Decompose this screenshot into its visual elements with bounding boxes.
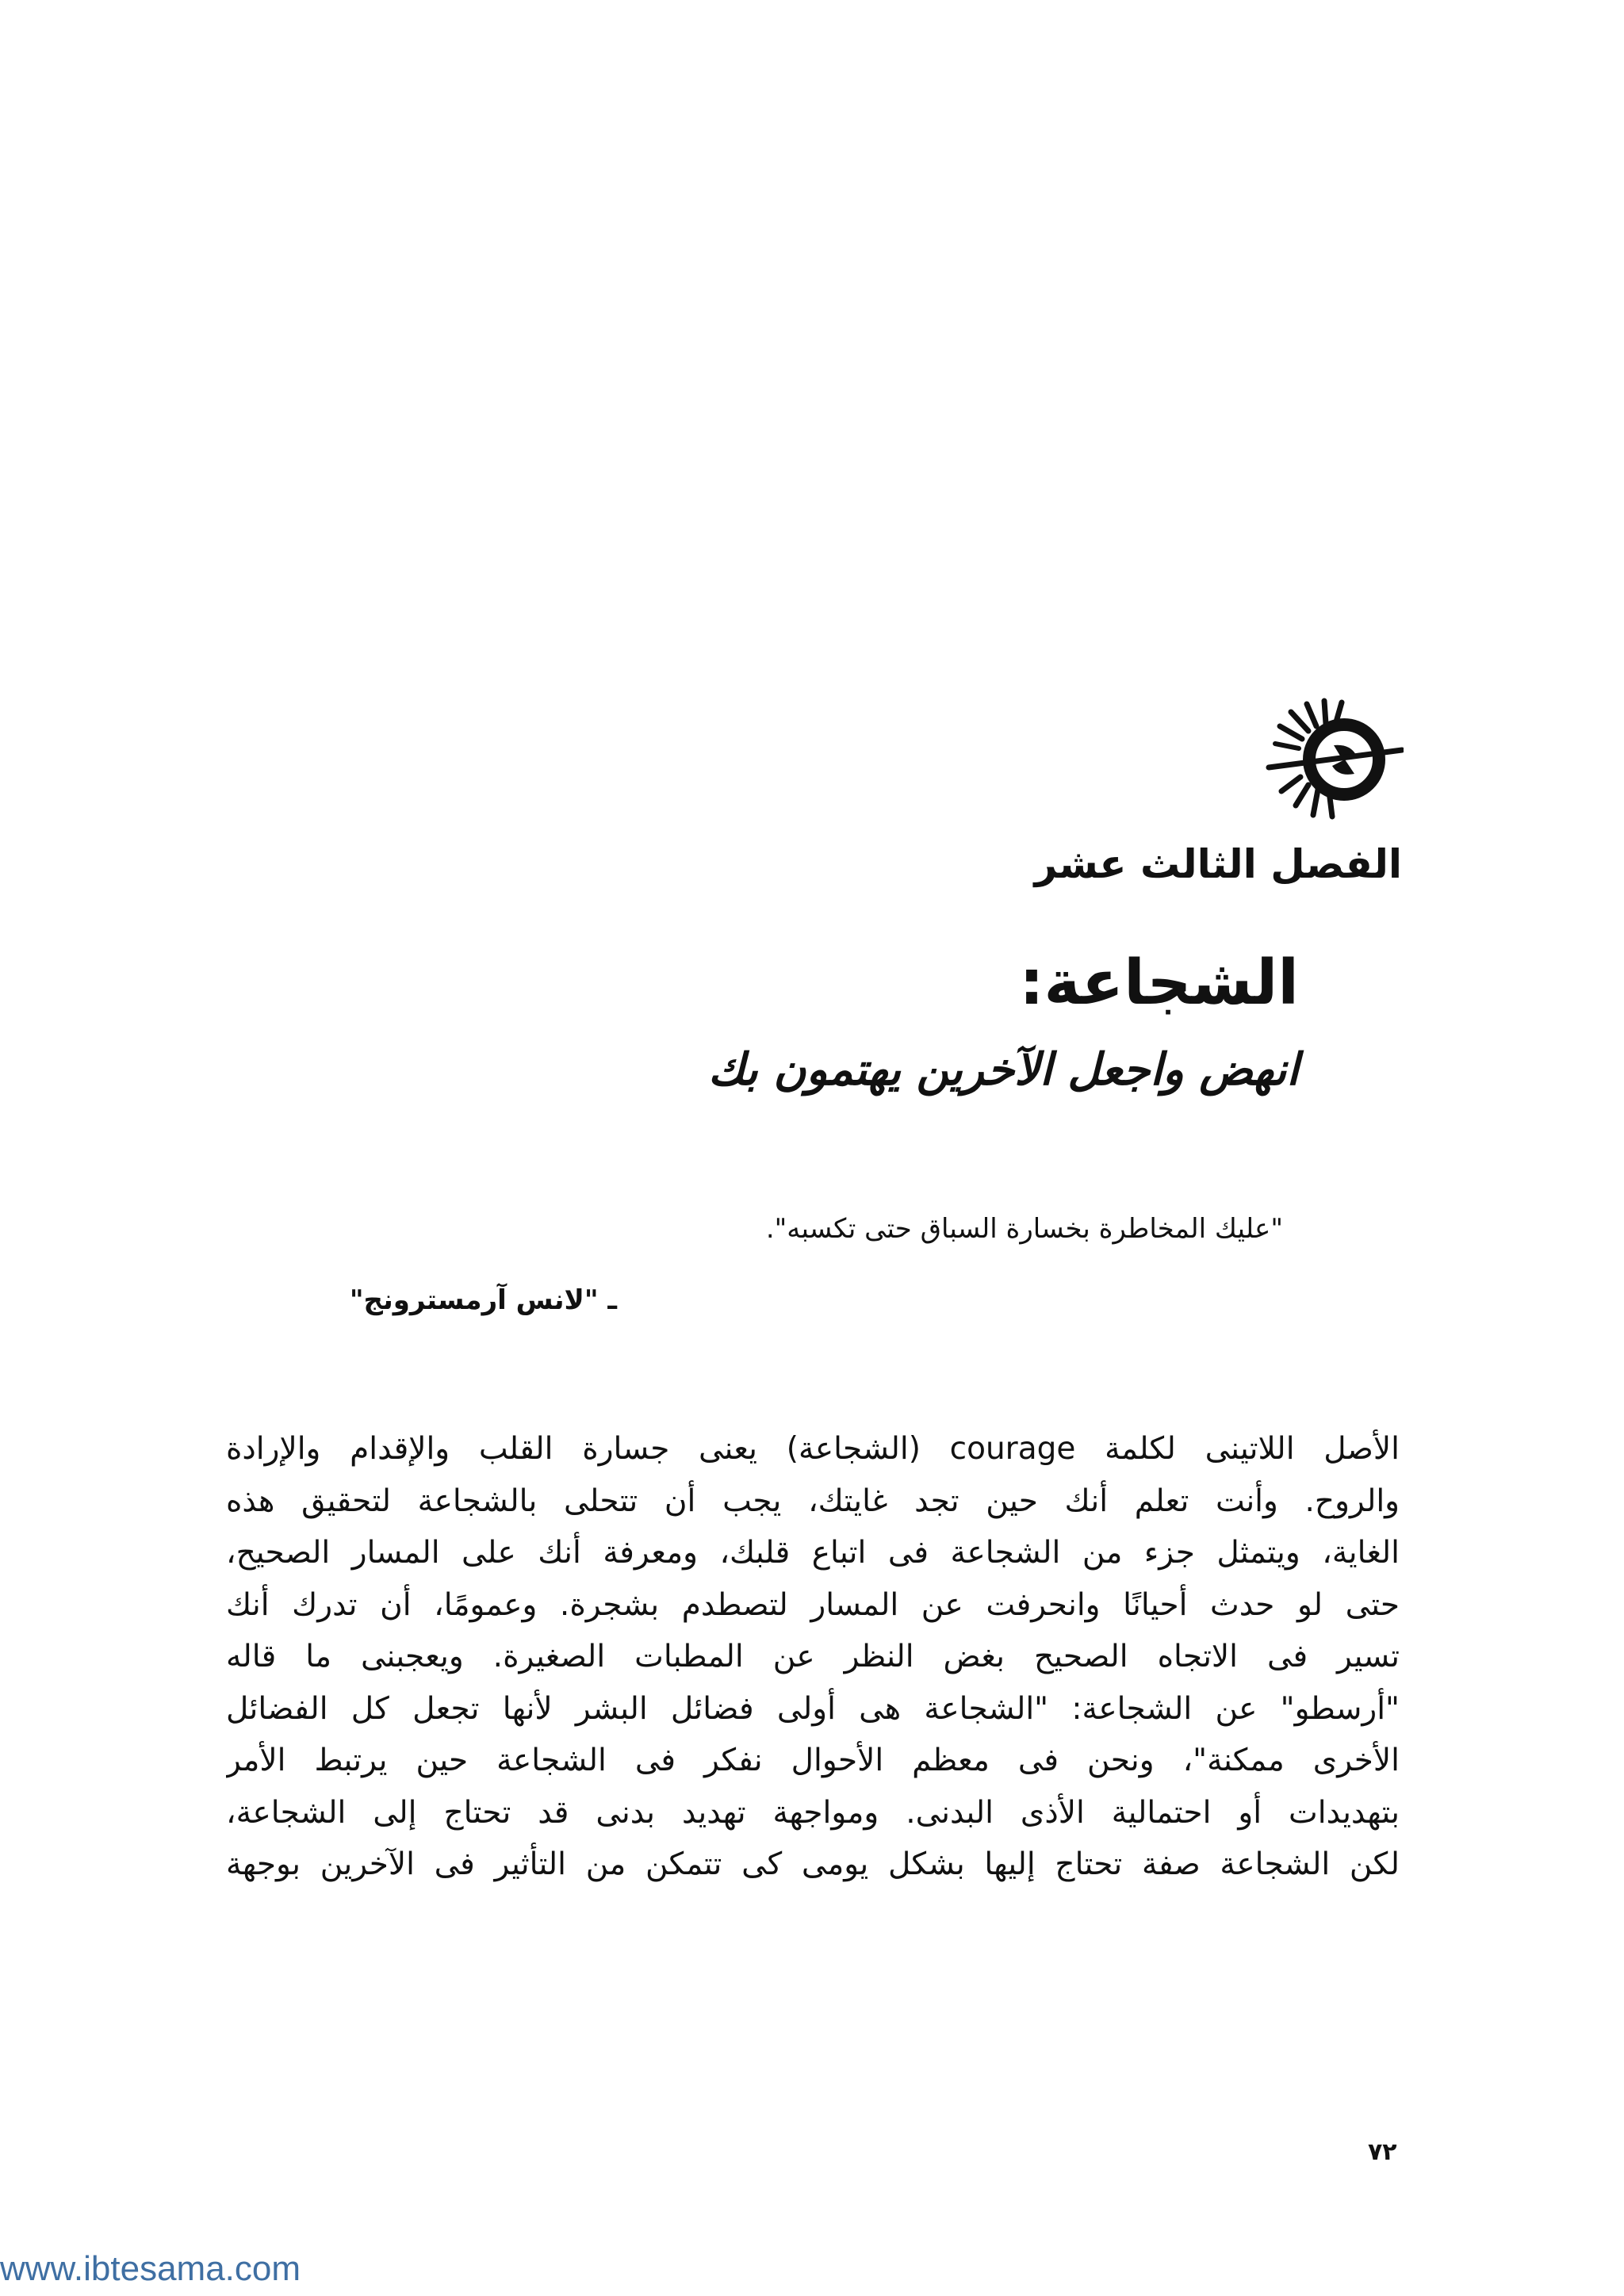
- body-line: حتى لو حدث أحيانًا وانحرفت عن المسار لتصطدم بشجرة. وعمومًا، أن تدرك أنك: [226, 1586, 1400, 1623]
- body-paragraph: [226, 1423, 1400, 1891]
- body-line: تسير فى الاتجاه الصحيح بغض النظر عن المطبات الصغيرة. ويعجبنى ما قاله: [226, 1639, 1400, 1674]
- body-line: والروح. وأنت تعلم أنك حين تجد غايتك، يجب أن تتحلى بالشجاعة لتحقيق هذه: [226, 1483, 1400, 1519]
- body-line: "أرسطو" عن الشجاعة: "الشجاعة هى أولى فضائل البشر لأنها تجعل كل الفضائل: [226, 1690, 1400, 1727]
- body-line: الغاية، ويتمثل جزء من الشجاعة فى اتباع قلبك، ومعرفة أنك على المسار الصحيح،: [226, 1535, 1400, 1571]
- page-number: ٧٢: [1368, 2138, 1397, 2166]
- body-line: الأخرى ممكنة"، ونحن فى معظم الأحوال نفكر فى الشجاعة حين يرتبط الأمر: [226, 1743, 1400, 1778]
- stylized-sun-emblem-icon: [1261, 698, 1404, 825]
- body-line: لكن الشجاعة صفة تحتاج إليها بشكل يومى كى تتمكن من التأثير فى الآخرين بوجهة: [226, 1846, 1400, 1882]
- epigraph-quote: "عليك المخاطرة بخسارة السباق حتى تكسبه".: [765, 1213, 1283, 1245]
- watermark-url: www.ibtesama.com: [0, 2249, 301, 2288]
- body-line: بتهديدات أو احتمالية الأذى البدنى. ومواجهة تهديد بدنى قد تحتاج إلى الشجاعة،: [226, 1794, 1400, 1831]
- body-line: الأصل اللاتينى لكلمة courage (الشجاعة) يعنى جسارة القلب والإقدام والإرادة: [226, 1431, 1400, 1467]
- epigraph-author: ـ "لانس آرمسترونج": [349, 1284, 617, 1316]
- chapter-subtitle: انهض واجعل الآخرين يهتمون بك: [708, 1044, 1299, 1096]
- chapter-label: الفصل الثالث عشر: [1034, 841, 1402, 887]
- chapter-title: الشجاعة:: [1019, 947, 1299, 1019]
